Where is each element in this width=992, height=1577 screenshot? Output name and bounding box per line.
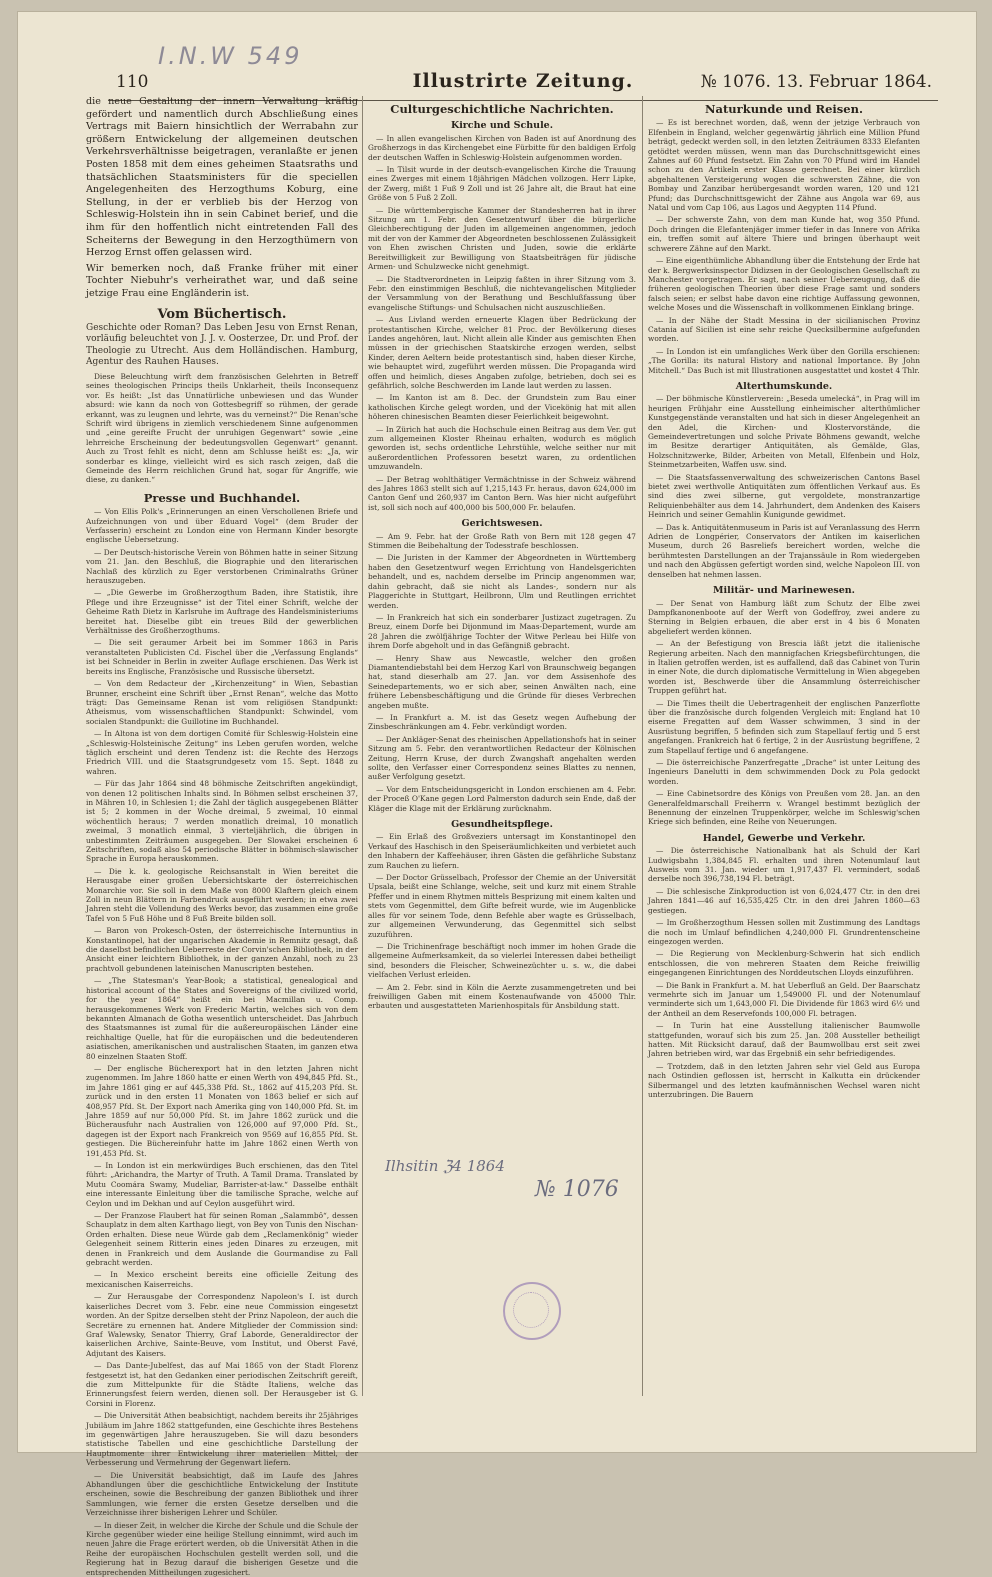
article-paragraph: — Von dem Redacteur der „Kirchenzeitung“ in Wien, Sebastian Brunner, erscheint eine Schrift über „Ernst Renan“, welche das Motto trägt: Das Gemeinsame Renan ist vom religiösen Standpunkt: Atheismus, vom wissenschaftlichen Standpunkt: Schwindel, vom socialen Standpunkt: die Guillotine im Buchhandel. <box>86 679 358 726</box>
article-paragraph: — An der Befestigung von Brescia läßt jetzt die italienische Regierung arbeiten. Nach den mannigfachen Kriegsbefürchtungen, die in Italien getroffen werden, ist es auffallend, daß das Cabinet von Turin in einer Note, die durch diplomatische Vermittelung in Wien abgegeben worden ist, Beschwerde über die Ansammlung österreichischer Truppen geführt hat. <box>648 639 920 696</box>
column-rule <box>642 96 643 1396</box>
article-paragraph: — Die seit geraumer Arbeit bei im Sommer 1863 in Paris veranstalteten Publicisten Cd. Fischel über die „Verfassung Englands“ ist bei Schneider in Berlin in zweiter Auflage erschienen. Das Werk ist bereits ins Englische, Französische und Russische übersetzt. <box>86 638 358 676</box>
article-paragraph: — Der Doctor Grüsselbach, Professor der Chemie an der Universität Upsala, beißt eine Schlange, welche, seit und kurz mit einem Strahle Pfeffer und in einem Rhytmen mittels Besprizung mit einem kalten und stets vom Gegenmittel, dem Gifte befreit wurde, wie im Augenblicke alles für vor seinem Tode, denn Befehle aber wagte es Grüsselbach, zur allgemeinen Verwunderung, das Gegenmittel sich selbst zuzuführen. <box>368 873 636 939</box>
article-paragraph: — Die k. k. geologische Reichsanstalt in Wien bereitet die Herausgabe einer großen Uebersichtskarte der österreichischen Monarchie vor. Sie soll in dem Maße von 8000 Klaftern gleich einem Zoll in neun Blättern in Farbendruck ausgeführt werden; in etwa zwei Jahren steht die Vollendung des Werks bevor, das zusammen eine große Tafel von 5 Fuß Höhe und 8 Fuß Breite bilden soll. <box>86 866 358 923</box>
section-title: Naturkunde und Reisen. <box>705 102 863 116</box>
article-paragraph: — Die Bank in Frankfurt a. M. hat Ueberfluß an Geld. Der Baarschatz vermehrte sich im Januar um 1,549000 Fl. und der Notenumlauf verminderte sich um 1,643,000 Fl. Die Dividende für 1863 wird 6½ und der Antheil an dem Reservefonds 100,000 Fl. betragen. <box>648 980 920 1018</box>
article-paragraph: — Die Universität Athen beabsichtigt, nachdem bereits ihr 25jähriges Jubiläum im Jahre 1862 stattgefunden, eine Geschichte ihres Bestehens im gegenwärtigen Jahre herauszugeben. Sie will dazu besonders statistische Tabellen und eine geschichtliche Darstellung der Hauptmomente ihrer Entwickelung ihrer materiellen Mittel, der Verbesserung und Vermehrung der Gegenwart liefern. <box>86 1411 358 1468</box>
article-paragraph: — Ein Erlaß des Großveziers untersagt im Konstantinopel den Verkauf des Haschisch in den Speiseräumlichkeiten und verbietet auch den Inhabern der Kaffeehäuser, ihren Gästen die gefährliche Substanz zum Rauchen zu liefern. <box>368 832 636 870</box>
article-paragraph: — Die schlesische Zinkproduction ist von 6,024,477 Ctr. in den drei Jahren 1841—46 auf 16,535,425 Ctr. in den drei Jahren 1860—63 gestiegen. <box>648 886 920 915</box>
subsection-title: Gesundheitspflege. <box>451 819 553 831</box>
article-paragraph: — Im Großherzogthum Hessen sollen mit Zustimmung des Landtags die noch im Umlauf befindlichen 4,240,000 Fl. Grundrentenscheine eingezogen werden. <box>648 918 920 946</box>
masthead-title: Illustrirte Zeitung. <box>412 70 634 92</box>
article-paragraph: — Die Universität beabsichtigt, daß im Laufe des Jahres Abhandlungen über die geschichtliche Entwickelung der Institute erscheinen, sowie die Beschreibung der ganzen Bibliothek und ihrer Sammlungen, wie ferner die ersten Gesetze derselben und die Verzeichnisse ihrer bisherigen Lehrer und Schüler. <box>86 1470 358 1518</box>
section-title: Vom Büchertisch. <box>157 306 287 322</box>
column-left <box>86 96 358 1577</box>
article-paragraph: — In Turin hat eine Ausstellung italienischer Baumwolle stattgefunden, worauf sich bis zum 25. Jan. 208 Aussteller betheiligt hatten. Mit Rücksicht darauf, daß der Baumwollbau erst seit zwei Jahren betrieben wird, war das Ergebniß ein sehr befriedigendes. <box>648 1021 920 1059</box>
lead-paragraph: die neue Gestaltung der innern Verwaltung kräftig gefördert und namentlich durch Abschließung eines Vertrags mit Baiern hinsichtlich der Werrabahn zur größern Entwickelung der allgemeinen deutschen Verkehrsverhältnisse beigetragen, veranlaßte er jenen Posten 1858 mit dem eines geheimen Staatsraths und thatsächlichen Staatsministers für die speciellen Angelegenheiten des Herzogthums Koburg, eine Stellung, in der er verblieb bis der Herzog von Schleswig-Holstein ihn in sein Cabinet berief, und die ihm für den hoffentlich nicht eintretenden Fall des Scheiterns der Bewegung in den Herzogthümern von Herzog Ernst offen gelassen wird. <box>86 96 358 259</box>
article-paragraph: — Der Deutsch-historische Verein von Böhmen hatte in seiner Sitzung vom 21. Jan. den Beschluß, die Biographie und den literarischen Nachlaß des kürzlich zu Eger verstorbenen Criminalraths Grüner herauszugeben. <box>86 547 358 586</box>
subsection-title: Kirche und Schule. <box>450 120 554 132</box>
article-paragraph: — In dieser Zeit, in welcher die Kirche der Schule und die Schule der Kirche gegenüber wieder eine heilige Stellung einnimmt, wird auch im neuen Jahre die Frage erörtert werden, ob die Universität Athen in die Reihe der europäischen Hochschulen gestellt werden soll, und die Regierung hat in Bezug darauf die bisherigen Gesetze und die entsprechenden Mittheilungen zugesichert. <box>86 1520 358 1577</box>
article-paragraph: Diese Beleuchtung wirft dem französischen Gelehrten in Betreff seines theologischen Princips theils Unklarheit, theils Inconsequenz vor. Es heißt: „Ist das Unnatürliche unbewiesen und das Wunder absurd: wie kann da noch von Gottesbegriff so rühmen, der gerade erkannt, was zu leugnen und lehrte, was du verneinst?“ Die Renan'sche Schrift wird übrigens in ziemlich verschiedenem Sinne aufgenommen und „eine gereifte Frucht der unruhigen Gegenwart“ sowie „eine lehrreiche Erscheinung der bedeutungsvollen Gegenwart“ genannt. Auch zu Trost fehlt es nicht, denn am Schlusse heißt es: „Ja, wir sonderbar es klinge, vielleicht wird es sich rasch zeigen, daß die Gemeinde des Herrn reichlichen Grund hat, sogar für Angriffe, wie diese, zu danken.“ <box>86 371 358 485</box>
article-paragraph: — Die Stadtverordneten in Leipzig faßten in ihrer Sitzung vom 3. Febr. den einstimmigen Beschluß, die nichtevangelischen Mitglieder der Versammlung von der Berathung und Beschlußfassung über evangelische Stiftungs- und Schulsachen nicht auszuschließen. <box>368 274 636 312</box>
article-paragraph: — Der schwerste Zahn, von dem man Kunde hat, wog 350 Pfund. Doch dringen die Elefantenjäger immer tiefer in das Innere von Afrika ein, treffen somit auf ältere Thiere und bringen überhaupt weit schwerere Zähne auf den Markt. <box>648 215 920 253</box>
column-rule <box>362 96 363 1396</box>
article-paragraph: — In Tilsit wurde in der deutsch-evangelischen Kirche die Trauung eines Zwerges mit einem 18jährigen Mädchen vollzogen. Herr Lipke, der Zwerg, mißt 1 Fuß 9 Zoll und ist 26 Jahre alt, die Braut hat eine Größe von 5 Fuß 2 Zoll. <box>368 165 636 203</box>
article-paragraph: — Der böhmische Künstlerverein: „Besedа umelecká“, in Prag will im heurigen Frühjahr eine Ausstellung einheimischer alterthümlicher Kunstgegenstände veranstalten und hat sich in dieser Angelegenheit an den Adel, die Kirchen- und Klostervorstände, die Gemeindevertretungen und solche Private Böhmens gewandt, welche im Besitze derartiger Antiquitäten, als Gemälde, Glas, Holzschnitzwerke, Bilder, Arbeiten von Metall, Elfenbein und Holz, Steinmetzarbeiten, Waffen usw. sind. <box>648 394 920 470</box>
article-paragraph: — Eine eigenthümliche Abhandlung über die Entstehung der Erde hat der k. Bergwerksinspector Didizsen in der Geologischen Gesellschaft zu Manchester vorgetragen. Er sagt, nach seiner Ueberzeugung, daß die früheren geologischen Theorien über diese Frage samt und sonders falsch seien; er selbst habe davon eine richtige Auffassung gewonnen, welche Moses und die Wissenschaft in vollkommenen Einklang bringe. <box>648 256 920 313</box>
article-paragraph: — Das Dante-Jubelfest, das auf Mai 1865 von der Stadt Florenz festgesetzt ist, hat den Gedanken einer periodischen Zeitschrift gereift, die zum Mittelpunkte für die Städte Italiens, welche das Erinnerungsfest feiern werden, dienen soll. Der Herausgeber ist G. Corsini in Florenz. <box>86 1361 358 1408</box>
article-paragraph: — In London ist ein umfangliches Werk über den Gorilla erschienen: „The Gorilla: its natural History and national Importance. By John Mitchell.“ Das Buch ist mit Illustrationen ausgestattet und kostet 4 Thlr. <box>648 346 920 375</box>
article-paragraph: — In Frankfurt a. M. ist das Gesetz wegen Aufhebung der Zinsbeschränkungen am 4. Febr. verkündigt worden. <box>368 712 636 732</box>
subsection-title: Alterthumskunde. <box>735 380 833 392</box>
handwritten-issue-number: № 1076 <box>535 1177 619 1202</box>
article-paragraph: — In Mexico erscheint bereits eine officielle Zeitung des mexicanischen Kaiserreichs. <box>86 1270 358 1289</box>
handwritten-signature: Ilhsitin ℨ4 1864 <box>385 1157 505 1175</box>
article-paragraph: — Die Juristen in der Kammer der Abgeordneten in Württemberg haben den Gesetzentwurf wegen Errichtung von Handelsgerichten behandelt, und es, nachdem derselbe im Princip angenommen war, dahin gebracht, daß sie nicht als Landes-, sondern nur als Plaggerichte in Stuttgart, Heilbronn, Ulm und Reutlingen errichtet werden. <box>368 553 636 610</box>
section-title: Culturgeschichtliche Nachrichten. <box>390 102 614 116</box>
article-paragraph: — Der Betrag wohlthätiger Vermächtnisse in der Schweiz während des Jahres 1863 stellt sich auf 1,215,143 Fr. heraus, davon 624,000 im Canton Genf und 260,937 im Canton Bern. Was hier nicht aufgeführt ist, soll sich noch auf 400,000 bis 500,000 Fr. belaufen. <box>368 474 636 512</box>
article-paragraph: — Am 9. Febr. hat der Große Rath von Bern mit 128 gegen 47 Stimmen die Beibehaltung der Todesstrafe beschlossen. <box>368 531 636 551</box>
article-paragraph: — „The Statesman's Year-Book; a statistical, genealogical and historical account of the States and Sovereigns of the civilized world, for the year 1864“ heißt ein bei Macmillan u. Comp. herausgekommenes Werk von Frederic Martin, welches sich von dem bekannten Almanach de Gotha wesentlich unterscheidet. Das Jahrbuch des Staatsmannes ist zumal für die außereuropäischen Länder eine reichhaltige Quelle, hat für die europäischen und die bedeutenderen asiatischen, amerikanischen und australischen Staaten, im ganzen etwa 80 einzelnen Staaten Stoff. <box>86 976 358 1061</box>
subsection-title: Militär- und Marinewesen. <box>713 585 855 597</box>
article-paragraph: — Für das Jahr 1864 sind 48 böhmische Zeitschriften angekündigt, von denen 12 politischen Inhalts sind. In Böhmen selbst erscheinen 37, in Mähren 10, in Schlesien 1; die Zahl der täglich ausgegebenen Blätter ist 5; 2 kommen in der Woche dreimal, 5 zweimal, 10 einmal wöchentlich heraus; 7 werden monatlich dreimal, 10 monatlich zweimal, 3 monatlich einmal, 3 vierteljährlich, die übrigen in unbestimmten Zeiträumen ausgegeben. Der Slowakei erscheinen 6 Zeitschriften, sodaß also 54 periodische Blätter in böhmisch-slawischer Sprache in Europa herauskommen. <box>86 779 358 864</box>
article-paragraph: — Die Regierung von Mecklenburg-Schwerin hat sich endlich entschlossen, die von mehreren Staaten dem Reiche freiwillig eingegangenen Einrichtungen des Norddeutschen Lloyds einzuführen. <box>648 949 920 978</box>
article-paragraph: — Im Kanton ist am 8. Dec. der Grundstein zum Bau einer katholischen Kirche gelegt worden, und der Vicekönig hat mit allen höheren chinesischen Beamten dieser Feierlichkeit beigewohnt. <box>368 393 636 422</box>
book-abstract: Geschichte oder Roman? Das Leben Jesu von Ernst Renan, vorläufig beleuchtet von J. J. v. Oosterzee, Dr. und Prof. der Theologie zu Utrecht. Aus dem Holländischen. Hamburg, Agentur des Rauhen Hauses. <box>86 322 358 368</box>
article-paragraph: — Das k. Antiquitätenmuseum in Paris ist auf Veranlassung des Herrn Adrien de Longpérier, Conservators der Antiken im kaiserlichen Museum, durch 26 Basreliefs bereichert worden, welche die berühmtesten Darstellungen an der Trajanssäule in Rom wiedergeben und nach den Abgüssen gefertigt worden sind, welche Napoleon III. von denselben hat nehmen lassen. <box>648 522 920 579</box>
article-paragraph: — In Altona ist von dem dortigen Comité für Schleswig-Holstein eine „Schleswig-Holsteinische Zeitung“ ins Leben gerufen worden, welche täglich erscheint und deren Tendenz ist: die Rechte des Herzogs Friedrich VIII. und die Staatsgrundgesetz vom 15. Sept. 1848 zu wahren. <box>86 729 358 776</box>
column-right <box>648 96 920 1406</box>
subsection-title: Handel, Gewerbe und Verkehr. <box>702 832 866 844</box>
article-paragraph: — Baron von Prokesch-Osten, der österreichische Internuntius in Konstantinopel, hat der ungarischen Akademie in Remnitz gesagt, daß die daselbst befindlichen Ueberreste der Corvin'schen Bibliothek, in der Ansicht einer leichtern Bibliothek, in der ganzen Anzahl, noch zu 23 prachtvoll gebundenen lateinischen Manuscripten bestehen. <box>86 926 358 973</box>
article-paragraph: — Die württembergische Kammer der Standesherren hat in ihrer Sitzung am 1. Febr. den Gesetzentwurf über die bürgerliche Gleichberechtigung der Juden im allgemeinen angenommen, jedoch mit der von der Kammer der Abgeordneten beschlossenen Zulässigkeit von Ehen zwischen Christen und Juden, sowie die erklärte Bereitwilligkeit zur Bewilligung von Staatsbeiträgen für jüdische Armen- und Schulzwecke nicht genehmigt. <box>368 205 636 272</box>
article-paragraph: — Es ist berechnet worden, daß, wenn der jetzige Verbrauch von Elfenbein in England, welcher gegenwärtig jährlich eine Million Pfund beträgt, gedeckt werden soll, in den letzten Zeiträumen 8333 Elefanten getödtet werden müssen, wenn man das Durchschnittsgewicht eines Zahnes auf 60 Pfund festsetzt. Ein Zahn von 70 Pfund wird im Handel schon zu den Artikeln erster Klasse gerechnet. Bei einer kürzlich abgehaltenen Versteigerung wogen die schwersten Zähne, die von Bombay und Zanzibar herübergesandt worden waren, 120 und 121 Pfund; das Durchschnittsgewicht der Zähne aus Angola war 69, aus Natal und vom Cap 106, aus Lagos und Aegypten 114 Pfund. <box>648 118 920 213</box>
handwritten-annotation <box>385 1157 625 1202</box>
article-paragraph: — Der Ankläger-Senat des rheinischen Appellationshofs hat in seiner Sitzung am 5. Febr. den verantwortlichen Redacteur der Kölnischen Zeitung, Herrn Kruse, der durch Zwangshaft angehalten werden sollte, den Verfasser einer Correspondenz seines Blattes zu nennen, außer Verfolgung gesetzt. <box>368 734 636 782</box>
page-number: 110 <box>116 72 149 92</box>
article-paragraph: — Der englische Bücherexport hat in den letzten Jahren nicht zugenommen. Im Jahre 1860 hatte er einen Werth von 494,845 Pfd. St., im Jahre 1861 ging er auf 445,338 Pfd. St., 1862 auf 415,203 Pfd. St. zurück und in den ersten 11 Monaten von 1863 belief er sich auf 408,957 Pfd. St. Der Export nach Amerika ging von 140,000 Pfd. St. im Jahre 1859 auf nur 50,000 Pfd. St. im Jahre 1862 zurück und die Bücherausfuhr nach Australien von 126,000 auf 97,000 Pfd. St., dagegen ist der Export nach Frankreich von 9569 auf 16,855 Pfd. St. gestiegen. Die Büchereinfuhr hatte im Jahre 1862 einen Werth von 191,453 Pfd. St. <box>86 1063 358 1158</box>
article-paragraph: — Zur Herausgabe der Correspondenz Napoleon's I. ist durch kaiserliches Decret vom 3. Febr. eine neue Commission eingesetzt worden. An der Spitze derselben steht der Prinz Napoleon, der auch die Secretäre zu ernennen hat. Andere Mitglieder der Commission sind: Graf Walewsky, Senator Thierry, Graf Laborde, Generaldirector der kaiserlichen Archive, Sainte-Beuve, vom Institut, und Oberst Favé, Adjutant des Kaisers. <box>86 1292 358 1358</box>
subsection-title: Gerichtswesen. <box>461 518 543 530</box>
article-paragraph: — Der Franzose Flaubert hat für seinen Roman „Salammbô“, dessen Schauplatz in dem alten Karthago liegt, von Bey von Tunis den Nischan-Orden erhalten. Diese neue Würde gab dem „Reclamenkönig“ wieder Gelegenheit seinem Ritterin eines jeden Dinares zu erzeugen, mit denen in Frankreich und dem Auslande die Gourmandise zu Fall gebracht werden. <box>86 1211 358 1268</box>
article-paragraph: — Von Ellis Polk's „Erinnerungen an einen Verschollenen Briefe und Aufzeichnungen von und über Eduard Vogel“ (dem Bruder der Verfasserin) erscheint zu London eine von Hermann Kinder besorgte englische Uebersetzung. <box>86 507 358 545</box>
article-paragraph: — „Die Gewerbe im Großherzogthum Baden, ihre Statistik, ihre Pflege und ihre Erzeugnisse“ ist der Titel einer Schrift, welche der Geheime Rath Dietz in Karlsruhe im Auftrage des Handelsministeriums bereitet hat. Dieselbe gibt ein treues Bild der gewerblichen Verhältnisse des Großherzogthums. <box>86 588 358 636</box>
article-paragraph: — Die österreichische Panzerfregatte „Drache“ ist unter Leitung des Ingenieurs Danelutti in dem schwimmenden Dock zu Pola gedockt worden. <box>648 758 920 786</box>
article-paragraph: — Trotzdem, daß in den letzten Jahren sehr viel Geld aus Europa nach Ostindien geflossen ist, herrscht in Kalkutta ein drückender Silbermangel und des letzten kaufmännischen Wechsel waren nicht unterzubringen. Die Bauern <box>648 1061 920 1099</box>
article-paragraph: — In Frankreich hat sich ein sonderbarer Justizact zugetragen. Zu Breuz, einem Dorfe bei Dijonmund im Maas-Departement, wurde am 28 Jahren die zwölfjährige Tochter der Witwe Perleau bei Hilfe von ihrem Dorfe abgeholt und in das Gefängniß gebracht. <box>368 612 636 651</box>
column-middle <box>368 96 636 1406</box>
article-paragraph: — Eine Cabinetsordre des Königs von Preußen vom 28. Jan. an den Generalfeldmarschall Freiherrn v. Wrangel bestimmt bezüglich der Benennung der einzelnen Truppenkörper, welche im Schleswig'schen Kriege sich befinden, eine Reihe von Neuerungen. <box>648 789 920 827</box>
article-paragraph: — In London ist ein merkwürdiges Buch erschienen, das den Titel führt: „Arichandra, the Martyr of Truth. A Tamil Drama. Translated by Mutu Coomára Swamy, Mudeliar, Barrister-at-law.“ Dasselbe enthält eine interessante Einleitung über die tamilische Sprache, welche auf Ceylon und im Dekhan und auf Ceylon ausgeführt wird. <box>86 1161 358 1208</box>
handwritten-archive-note: I.N.W 549 <box>158 42 303 70</box>
lead-paragraph: Wir bemerken noch, daß Franke früher mit einer Tochter Niebuhr's verheirathet war, und daß seine jetzige Frau eine Engländerin ist. <box>86 262 358 299</box>
article-paragraph: — Die österreichische Nationalbank hat als Schuld der Karl Ludwigsbahn 1,384,845 Fl. erhalten und ihren Notenumlauf laut Ausweis vom 31. Jan. wieder um 1,917,437 Fl. vermindert, sodaß derselbe noch 396,738,194 Fl. beträgt. <box>648 846 920 884</box>
article-paragraph: — Henry Shaw aus Newcastle, welcher den großen Diamantendiebstahl bei dem Herzog Karl von Braunschweig begangen hat, stand dieserhalb am 27. Jan. vor dem Assisenhofe des Seinedepartements, wo er sich aber, seinen Anwälten nach, eine frühere Lebensbeschäftigung und die Gründe für dieses Verbrechen angeben mußte. <box>368 653 636 710</box>
article-paragraph: — Die Trichinenfrage beschäftigt noch immer im hohen Grade die allgemeine Aufmerksamkeit, da so vielerlei Interessen dabei betheiligt sind, besonders die Fleischer, Schweinezüchter u. s. w., die dabei vielfachen Verlust erleiden. <box>368 941 636 980</box>
article-paragraph: — Vor dem Entscheidungsgericht in London erschienen am 4. Febr. der Proceß O'Kane gegen Lord Palmerston dadurch sein Ende, daß der Kläger die Klage mit der Erklärung zurücknahm. <box>368 784 636 813</box>
article-paragraph: — In Zürich hat auch die Hochschule einen Beitrag aus dem Ver. gut zum allgemeinen Kloster Rheinau erhalten, wodurch es möglich geworden ist, sechs ordentliche Lehrstühle, welche seither nur mit außerordentlichen Professoren besetzt waren, zu ordentlichen umzuwandeln. <box>368 424 636 472</box>
article-paragraph: — In der Nähe der Stadt Messina in der sicilianischen Provinz Catania auf Sicilien ist eine sehr reiche Quecksilbermine aufgefunden worden. <box>648 315 920 344</box>
article-paragraph: — Am 2. Febr. sind in Köln die Aerzte zusammengetreten und bei freiwilligen Gaben mit einem Kostenaufwande von 45000 Thlr. erbauten und ausgestatteten Marienhospitals für Ansbildung statt. <box>368 982 636 1011</box>
library-stamp <box>503 1282 561 1340</box>
article-paragraph: — In allen evangelischen Kirchen von Baden ist auf Anordnung des Großherzogs in das Kirchengebet eine Fürbitte für den baldigen Erfolg der deutschen Waffen in Schleswig-Holstein aufgenommen worden. <box>368 133 636 162</box>
article-paragraph: — Aus Livland werden erneuerte Klagen über Bedrückung der protestantischen Kirche, welcher 81 Proc. der Bevölkerung dieses Landes angehören, laut. Nicht allein alle Kinder aus gemischten Ehen müssen in der griechischen Staatskirche erzogen werden, selbst Kinder, deren Aeltern beide protestantisch sind, haben dieser Kirche, wie behauptet wird, zugeführt werden müssen. Die Propaganda wird offen und heimlich, dieses Angaben zufolge, betrieben, doch sei es gefährlich, solche Beschwerden im Lande laut werden zu lassen. <box>368 315 636 390</box>
article-paragraph: — Die Staatsfassenverwaltung des schweizerischen Cantons Basel bietet zwei werthvolle Antiquitäten zum öffentlichen Verkauf aus. Es sind dies zwei silberne, gut vergoldete, monstranzartige Reliquienbehälter aus dem 14. Jahrhundert, dem Andenken des Kaisers Heinrich und seiner Gemahlin Kunigunde gewidmet. <box>648 472 920 520</box>
article-paragraph: — Der Senat von Hamburg läßt zum Schutz der Elbe zwei Dampfkanonenboote auf der Werft von Godeffroy, zwei andere zu Sterning in Belgien erbauen, die aber erst in 4 bis 6 Monaten abgeliefert werden können. <box>648 598 920 636</box>
article-paragraph: — Die Times theilt die Uebertragenheit der englischen Panzerflotte über die französische durch folgenden Vergleich mit: England hat 10 eiserne Fregatten auf dem Wasser schwimmen, 3 sind in der Ausrüstung begriffen, 5 befinden sich zum Stapellauf fertig und 5 erst angefangen. Frankreich hat 6 fertige, 2 in der Ausrüstung begriffene, 2 zum Stapellauf fertige und 6 angefangene. <box>648 698 920 755</box>
issue-number-date: № 1076. 13. Februar 1864. <box>700 72 932 92</box>
section-title: Presse und Buchhandel. <box>143 490 301 505</box>
